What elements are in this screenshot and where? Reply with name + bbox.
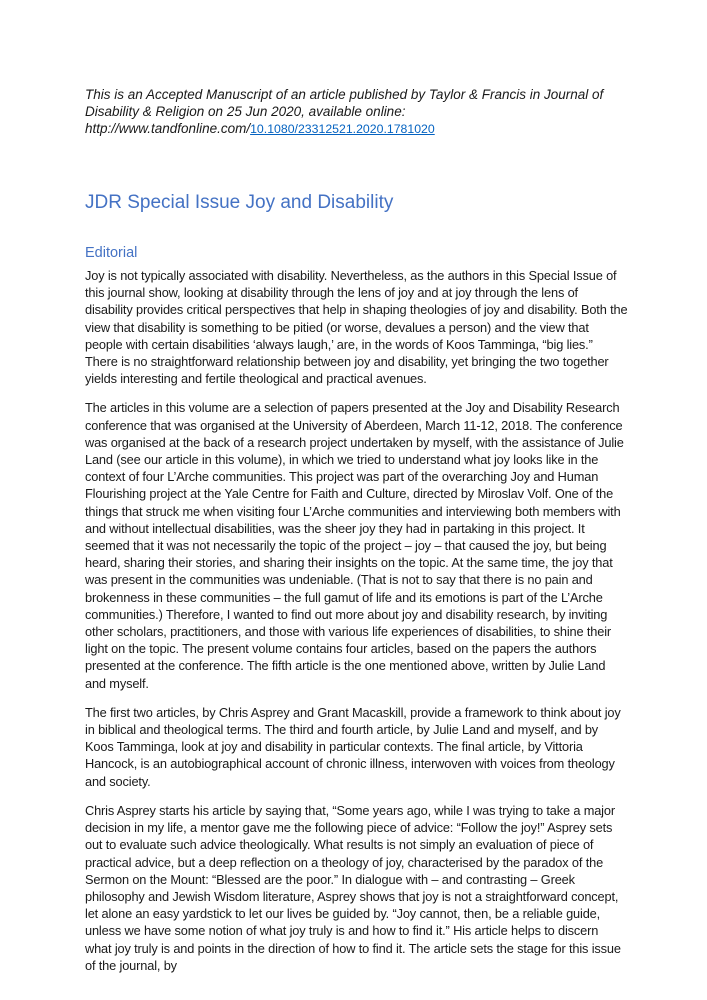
paragraph-articles-overview: The first two articles, by Chris Asprey and Grant Macaskill, provide a framework to think about joy in biblical and theological terms. The third and fourth article, by Julie Land and myself, and by Koos Tamminga, look at joy and disability in particular contexts. The final article, by Vittoria Hancock, is an autobiographical account of chronic illness, interwoven with voices from theology and society. xyxy=(85,704,621,789)
paragraph-asprey-article: Chris Asprey starts his article by saying that, “Some years ago, while I was trying to take a major decision in my life, a mentor gave me the following piece of advice: “Follow the joy!” Asprey sets out to evaluate such advice theologically. What results is not simply an evaluation of piece of practical advice, but a deep reflection on a theology of joy, characterised by the paradox of the Sermon on the Mount: “Blessed are the poor.” In dialogue with – and contrasting – Greek philosophy and Jewish Wisdom literature, Asprey shows that joy is not a straightforward concept, let alone an easy yardstick to let our lives be guided by. “Joy cannot, then, be a reliable guide, unless we have some notion of what joy truly is and how to find it.” His article helps to discern what joy truly is and points in the direction of how to find it. The article sets the stage for this issue of the journal, by xyxy=(85,802,621,973)
section-heading-editorial: Editorial xyxy=(85,245,138,261)
paragraph-conference-background: The articles in this volume are a selection of papers presented at the Joy and Disability Research conference that was organised at the University of Aberdeen, March 11-12, 2018. The conference was organised at the back of a research project undertaken by myself, with the assistance of Julie Land (see our article in this volume), in which we tried to understand what joy looks like in the context of four L’Arche communities. This project was part of the overarching Joy and Human Flourishing project at the Yale Centre for Faith and Culture, directed by Miroslav Volf. One of the things that struck me when visiting four L’Arche communities and interviewing both members with and without intellectual disabilities, was the sheer joy they had in partaking in this project. It seemed that it was not necessarily the topic of the project – joy – that caused the joy, but being heard, sharing their stories, and sharing their insights on the topic. At the same time, the joy that was present in the communities was undeniable. (That is not to say that there is no pain and brokenness in these communities – the full gamut of life and its emotions is part of the L’Arche communities.) Therefore, I wanted to find out more about joy and disability research, by inviting other scholars, practitioners, and those with various life experiences of disabilities, to shine their light on the topic. The present volume contains four articles, based on the papers the authors presented at the conference. The fifth article is the one mentioned above, written by Julie Land and myself. xyxy=(85,400,624,691)
accepted-manuscript-notice xyxy=(85,86,628,138)
paragraph-intro: Joy is not typically associated with disability. Nevertheless, as the authors in this Special Issue of this journal show, looking at disability through the lens of joy and at joy through the lens of disability provides critical perspectives that help in shaping theologies of joy and disability. Both the view that disability is something to be pitied (or worse, devalues a person) and the view that people with certain disabilities ‘always laugh,’ are, in the words of Koos Tamminga, “big lies.” There is no straightforward relationship between joy and disability, yet bringing the two together yields interesting and fertile theological and practical avenues. xyxy=(85,268,628,387)
doi-link[interactable]: 10.1080/23312521.2020.1781020 xyxy=(250,122,435,136)
page-title: JDR Special Issue Joy and Disability xyxy=(85,192,394,213)
notice-text: This is an Accepted Manuscript of an article published by Taylor & Francis in Journal of Disability & Religion on 25 Jun 2020, available online: http://www.tandfonline.com/ xyxy=(85,87,604,136)
